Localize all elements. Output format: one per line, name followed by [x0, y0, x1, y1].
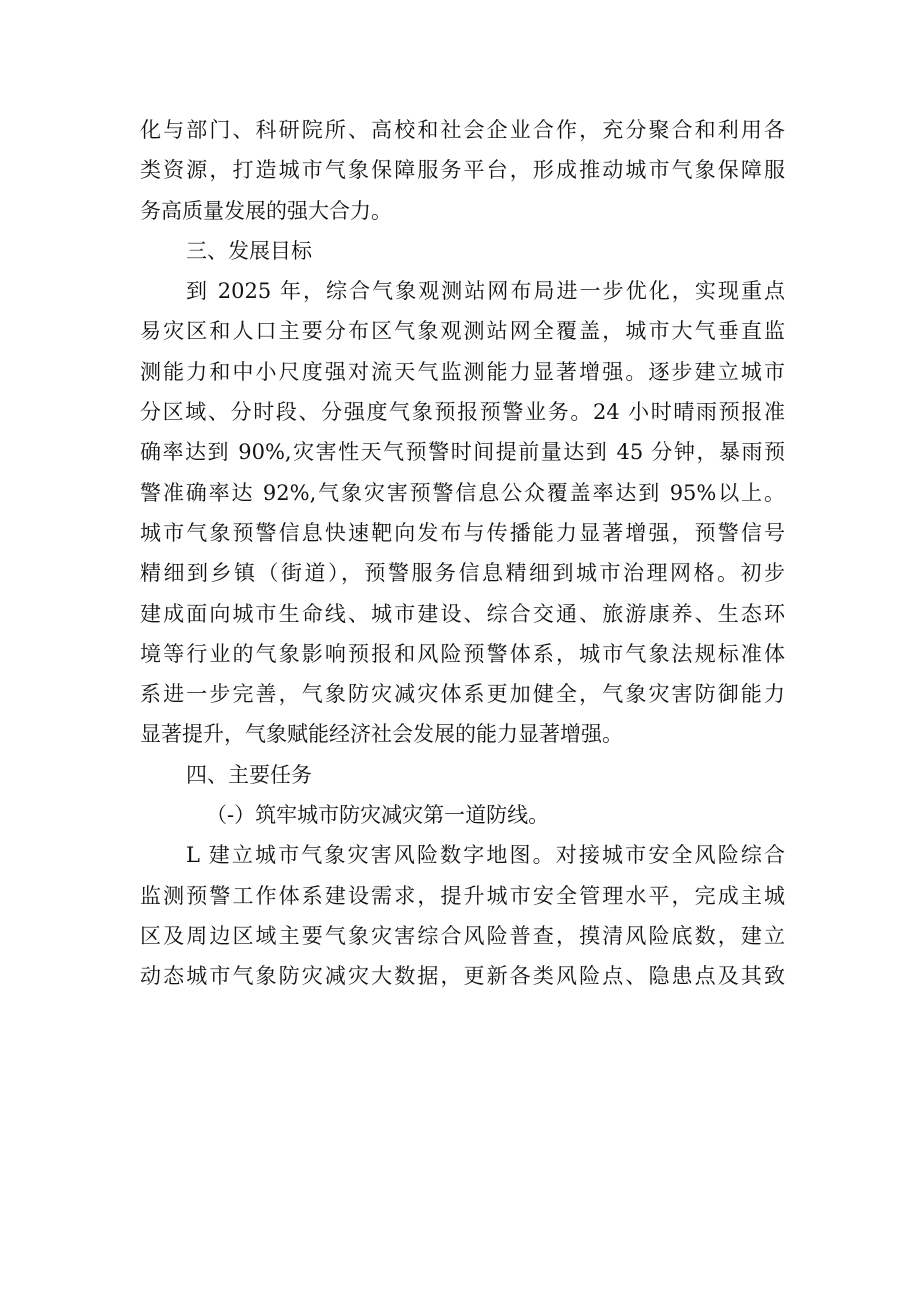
subsection-heading: （-）筑牢城市防灾减灾第一道防线。	[206, 803, 550, 828]
text-line: 警准确率达 92%,气象灾害预警信息公众覆盖率达到 95%以上。	[140, 480, 785, 505]
text-line: 测能力和中小尺度强对流天气监测能力显著增强。逐步建立城市	[140, 359, 785, 384]
text-line: L 建立城市气象灾害风险数字地图。对接城市安全风险综合	[186, 843, 785, 868]
text-line: 系进一步完善，气象防灾减灾体系更加健全，气象灾害防御能力	[140, 682, 785, 707]
section-heading: 三、发展目标	[186, 238, 312, 263]
text-line: 境等行业的气象影响预报和风险预警体系，城市气象法规标准体	[140, 641, 785, 666]
text-line: 监测预警工作体系建设需求，提升城市安全管理水平，完成主城	[140, 883, 785, 908]
text-line: 显著提升，气象赋能经济社会发展的能力显著增强。	[140, 722, 623, 747]
text-line: 易灾区和人口主要分布区气象观测站网全覆盖，城市大气垂直监	[140, 319, 785, 344]
text-line: 确率达到 90%,灾害性天气预警时间提前量达到 45 分钟，暴雨预	[140, 440, 785, 465]
text-line: 区及周边区域主要气象灾害综合风险普查，摸清风险底数，建立	[140, 923, 785, 948]
text-line: 动态城市气象防灾减灾大数据，更新各类风险点、隐患点及其致	[140, 964, 785, 989]
text-line: 到 2025 年，综合气象观测站网布局进一步优化，实现重点	[186, 279, 785, 304]
text-line: 城市气象预警信息快速靶向发布与传播能力显著增强，预警信号	[140, 520, 785, 545]
text-line: 精细到乡镇（街道），预警服务信息精细到城市治理网格。初步	[140, 561, 785, 586]
text-line: 建成面向城市生命线、城市建设、综合交通、旅游康养、生态环	[140, 601, 785, 626]
text-line: 类资源，打造城市气象保障服务平台，形成推动城市气象保障服	[140, 158, 785, 183]
text-line: 化与部门、科研院所、高校和社会企业合作，充分聚合和利用各	[140, 118, 785, 142]
text-line: 分区域、分时段、分强度气象预报预警业务。24 小时晴雨预报准	[140, 400, 785, 425]
text-line: 务高质量发展的强大合力。	[140, 198, 392, 223]
document-body	[140, 110, 785, 997]
section-heading: 四、主要任务	[186, 762, 312, 787]
